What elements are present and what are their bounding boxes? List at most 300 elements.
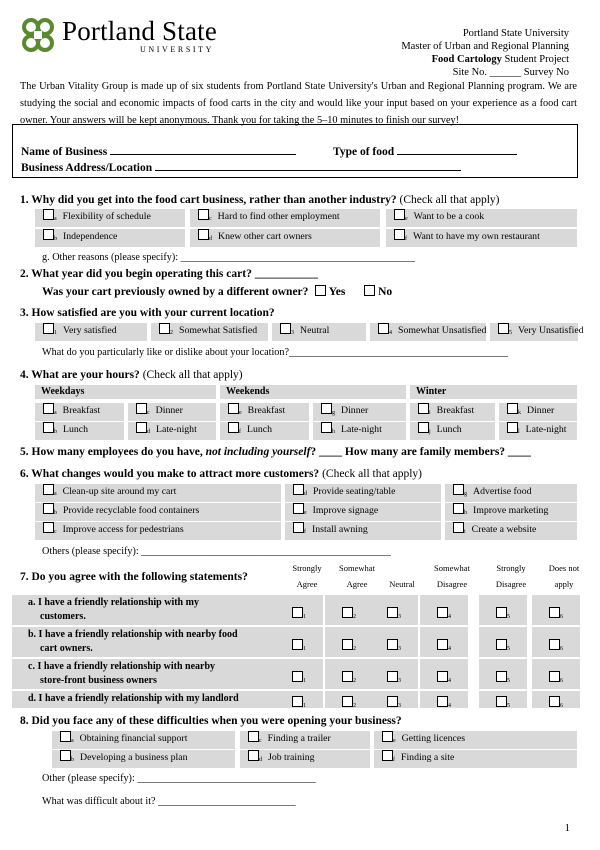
checkbox-icon[interactable] bbox=[43, 522, 54, 533]
q5-title: 5. How many employees do you have, not including yourself? ____ How many are family members? ____ bbox=[20, 446, 531, 458]
option-letter: 4 bbox=[389, 330, 392, 336]
rating-number: 3 bbox=[398, 703, 401, 709]
checkbox-icon[interactable] bbox=[549, 607, 560, 618]
option-label: Developing a business plan bbox=[80, 752, 188, 763]
option-label: Breakfast bbox=[247, 405, 286, 416]
option-content bbox=[499, 405, 554, 416]
food-type-field[interactable]: Type of food bbox=[333, 144, 517, 158]
option-label: Want to be a cook bbox=[413, 211, 485, 222]
checkbox-icon[interactable] bbox=[453, 503, 464, 514]
checkbox-icon[interactable] bbox=[293, 503, 304, 514]
q6-option[interactable] bbox=[35, 503, 281, 521]
rating-number: 5 bbox=[507, 678, 510, 684]
checkbox-icon[interactable] bbox=[453, 484, 464, 495]
rating-number: 4 bbox=[448, 614, 451, 620]
checkbox-icon[interactable] bbox=[280, 323, 291, 334]
option-letter: j bbox=[429, 429, 431, 435]
q7-rating-cell[interactable] bbox=[370, 627, 418, 657]
option-label: Provide recyclable food containers bbox=[63, 505, 200, 516]
rating-content bbox=[479, 668, 527, 686]
q7-rating-cell[interactable] bbox=[479, 627, 527, 657]
q2-title: 2. What year did you begin operating this cart? ___________ bbox=[20, 268, 318, 280]
option-content bbox=[151, 325, 257, 336]
checkbox-icon[interactable] bbox=[549, 696, 560, 707]
header-program: Master of Urban and Regional Planning bbox=[401, 41, 569, 52]
option-letter: 1 bbox=[54, 330, 57, 336]
statement-line2: customers. bbox=[40, 611, 86, 622]
rating-content bbox=[370, 693, 418, 711]
q7-rating-cell[interactable] bbox=[420, 595, 468, 625]
column-header-line2: apply bbox=[554, 579, 574, 589]
option-letter: e bbox=[393, 738, 396, 744]
option-label: Getting licences bbox=[401, 733, 466, 744]
option-letter: a bbox=[54, 491, 57, 497]
q2-yes-checkbox[interactable] bbox=[315, 285, 326, 296]
checkbox-icon[interactable] bbox=[43, 209, 54, 220]
rating-content bbox=[275, 668, 323, 686]
rating-number: 6 bbox=[560, 703, 563, 709]
checkbox-icon[interactable] bbox=[43, 323, 54, 334]
q4-group-weekdays: Weekdays bbox=[35, 385, 216, 399]
option-letter: k bbox=[518, 410, 521, 416]
rating-content bbox=[275, 693, 323, 711]
checkbox-icon[interactable] bbox=[453, 522, 464, 533]
option-label: Provide seating/table bbox=[313, 486, 396, 497]
q8-option[interactable] bbox=[52, 731, 235, 749]
column-header-line1: Strongly bbox=[292, 563, 322, 573]
option-letter: e bbox=[405, 216, 408, 222]
checkbox-icon[interactable] bbox=[342, 696, 353, 707]
q7-column-header bbox=[279, 560, 335, 592]
option-letter: b bbox=[54, 429, 57, 435]
option-letter: 5 bbox=[509, 330, 512, 336]
rating-number: 3 bbox=[398, 646, 401, 652]
checkbox-icon[interactable] bbox=[507, 403, 518, 414]
q7-rating-cell[interactable] bbox=[325, 627, 373, 657]
checkbox-icon[interactable] bbox=[43, 229, 54, 240]
q1-other-field[interactable]: g. Other reasons (please specify): ______________________________________________ bbox=[42, 252, 415, 263]
rating-number: 1 bbox=[303, 614, 306, 620]
rating-content bbox=[479, 693, 527, 711]
q4-option[interactable] bbox=[313, 422, 406, 440]
option-letter: e bbox=[239, 410, 242, 416]
option-content bbox=[374, 752, 454, 763]
option-letter: a bbox=[54, 410, 57, 416]
q7-rating-cell[interactable] bbox=[325, 659, 373, 689]
q7-rating-cell[interactable] bbox=[325, 691, 373, 708]
checkbox-icon[interactable] bbox=[228, 403, 239, 414]
option-content bbox=[35, 505, 199, 516]
checkbox-icon[interactable] bbox=[43, 503, 54, 514]
checkbox-icon[interactable] bbox=[292, 639, 303, 650]
column-header-line2: Neutral bbox=[389, 579, 415, 589]
checkbox-icon[interactable] bbox=[43, 403, 54, 414]
checkbox-icon[interactable] bbox=[292, 607, 303, 618]
checkbox-icon[interactable] bbox=[394, 229, 405, 240]
rating-number: 5 bbox=[507, 646, 510, 652]
q6-other-field[interactable]: Others (please specify): _________________________________________________ bbox=[42, 546, 391, 557]
checkbox-icon[interactable] bbox=[507, 422, 518, 433]
option-label: Dinner bbox=[527, 405, 555, 416]
option-label: Obtaining financial support bbox=[79, 733, 188, 744]
option-label: Want to have my own restaurant bbox=[413, 231, 540, 242]
option-content bbox=[35, 231, 117, 242]
option-content bbox=[285, 505, 378, 516]
q7-rating-cell[interactable] bbox=[420, 691, 468, 708]
option-letter: f bbox=[239, 429, 241, 435]
column-header-line1: Somewhat bbox=[339, 563, 375, 573]
q7-column-header bbox=[424, 560, 480, 592]
column-header-line1 bbox=[374, 560, 430, 576]
q7-statement bbox=[12, 627, 280, 657]
q4-option[interactable] bbox=[220, 422, 309, 440]
q7-rating-cell[interactable] bbox=[532, 595, 580, 625]
q4-option[interactable] bbox=[410, 403, 495, 421]
q1-option[interactable] bbox=[386, 229, 577, 247]
rating-content bbox=[479, 636, 527, 654]
option-letter: a bbox=[54, 216, 57, 222]
checkbox-icon[interactable] bbox=[321, 422, 332, 433]
statement-line1: d. I have a friendly relationship with my landlord bbox=[28, 693, 239, 704]
option-letter: c bbox=[54, 529, 57, 535]
checkbox-icon[interactable] bbox=[387, 639, 398, 650]
checkbox-icon[interactable] bbox=[387, 671, 398, 682]
q2-previous-owner: Was your cart previously owned by a different owner? Yes No bbox=[42, 286, 393, 298]
statement-line1: b. I have a friendly relationship with nearby food bbox=[28, 629, 238, 640]
header-university: Portland State University bbox=[462, 28, 569, 39]
rating-number: 5 bbox=[507, 614, 510, 620]
option-letter: f bbox=[393, 757, 395, 763]
q4-option[interactable] bbox=[35, 422, 124, 440]
q3-title: 3. How satisfied are you with your current location? bbox=[20, 307, 275, 319]
option-letter: f bbox=[405, 236, 407, 242]
option-content bbox=[240, 752, 315, 763]
q8-difficult-field[interactable]: What was difficult about it? ___________________________ bbox=[42, 796, 296, 807]
option-letter: h bbox=[332, 429, 335, 435]
checkbox-icon[interactable] bbox=[198, 209, 209, 220]
option-content bbox=[35, 486, 176, 497]
checkbox-icon[interactable] bbox=[437, 607, 448, 618]
option-label: Lunch bbox=[436, 424, 462, 435]
option-content bbox=[285, 524, 368, 535]
checkbox-icon[interactable] bbox=[228, 422, 239, 433]
q6-option[interactable] bbox=[445, 484, 577, 502]
checkbox-icon[interactable] bbox=[292, 696, 303, 707]
checkbox-icon[interactable] bbox=[248, 750, 259, 761]
q8-option[interactable] bbox=[374, 731, 577, 749]
option-letter: d bbox=[259, 757, 262, 763]
option-content bbox=[35, 325, 117, 336]
checkbox-icon[interactable] bbox=[437, 671, 448, 682]
checkbox-icon[interactable] bbox=[248, 731, 259, 742]
rating-content bbox=[370, 636, 418, 654]
q7-rating-cell[interactable] bbox=[532, 691, 580, 708]
rating-content bbox=[325, 604, 373, 622]
option-letter: d bbox=[147, 429, 150, 435]
option-label: Dinner bbox=[341, 405, 369, 416]
q6-option[interactable] bbox=[285, 484, 441, 502]
q7-rating-cell[interactable] bbox=[370, 659, 418, 689]
q7-rating-cell[interactable] bbox=[479, 691, 527, 708]
checkbox-icon[interactable] bbox=[136, 403, 147, 414]
q8-other-field[interactable]: Other (please specify): ___________________________________ bbox=[42, 773, 316, 784]
option-content bbox=[35, 405, 100, 416]
q4-option[interactable] bbox=[313, 403, 406, 421]
q8-option[interactable] bbox=[240, 750, 370, 768]
option-letter: f bbox=[304, 529, 306, 535]
rating-number: 3 bbox=[398, 614, 401, 620]
q8-option[interactable] bbox=[240, 731, 370, 749]
rating-number: 2 bbox=[353, 703, 356, 709]
rating-content bbox=[532, 668, 580, 686]
option-letter: a bbox=[71, 738, 74, 744]
option-letter: c bbox=[259, 738, 262, 744]
checkbox-icon[interactable] bbox=[342, 671, 353, 682]
business-address-field[interactable]: Business Address/Location bbox=[21, 160, 461, 174]
checkbox-icon[interactable] bbox=[437, 696, 448, 707]
option-letter: b bbox=[54, 236, 57, 242]
q4-option[interactable] bbox=[128, 403, 216, 421]
q3-followup-field[interactable]: What do you particularly like or dislike about your location?___________________________________________ bbox=[42, 347, 509, 358]
option-content bbox=[445, 524, 536, 535]
q6-option[interactable] bbox=[445, 522, 577, 540]
option-content bbox=[35, 524, 184, 535]
q7-rating-cell[interactable] bbox=[275, 627, 323, 657]
q3-option[interactable] bbox=[151, 323, 268, 341]
business-name-field[interactable]: Name of Business bbox=[21, 144, 296, 158]
option-content bbox=[128, 405, 183, 416]
q6-option[interactable] bbox=[285, 522, 441, 540]
checkbox-icon[interactable] bbox=[382, 750, 393, 761]
q7-column-header bbox=[483, 560, 539, 592]
q7-rating-cell[interactable] bbox=[420, 627, 468, 657]
column-header-line2: Agree bbox=[296, 579, 318, 589]
rating-number: 4 bbox=[448, 703, 451, 709]
checkbox-icon[interactable] bbox=[394, 209, 405, 220]
q3-option[interactable] bbox=[35, 323, 147, 341]
rating-content bbox=[370, 668, 418, 686]
checkbox-icon[interactable] bbox=[496, 639, 507, 650]
q6-option[interactable] bbox=[445, 503, 577, 521]
q7-rating-cell[interactable] bbox=[275, 595, 323, 625]
option-letter: i bbox=[464, 529, 466, 535]
option-content bbox=[285, 486, 395, 497]
q3-option[interactable] bbox=[272, 323, 366, 341]
checkbox-icon[interactable] bbox=[342, 639, 353, 650]
column-header-line1: Somewhat bbox=[434, 563, 470, 573]
option-letter: i bbox=[429, 410, 431, 416]
option-letter: b bbox=[71, 757, 74, 763]
q1-option[interactable] bbox=[35, 229, 185, 247]
option-label: Breakfast bbox=[62, 405, 101, 416]
checkbox-icon[interactable] bbox=[387, 696, 398, 707]
option-content bbox=[386, 211, 484, 222]
checkbox-icon[interactable] bbox=[382, 731, 393, 742]
option-label: Late-night bbox=[156, 424, 197, 435]
rating-number: 2 bbox=[353, 646, 356, 652]
header-site-survey: Site No. ______ Survey No bbox=[452, 67, 569, 78]
q7-rating-cell[interactable] bbox=[479, 595, 527, 625]
column-header-line2: Agree bbox=[346, 579, 368, 589]
page-number: 1 bbox=[564, 822, 570, 834]
option-letter: d bbox=[304, 491, 307, 497]
option-content bbox=[499, 424, 566, 435]
rating-content bbox=[420, 693, 468, 711]
q7-rating-cell[interactable] bbox=[275, 691, 323, 708]
checkbox-icon[interactable] bbox=[496, 696, 507, 707]
option-label: Breakfast bbox=[436, 405, 475, 416]
q6-option[interactable] bbox=[35, 522, 281, 540]
q4-option[interactable] bbox=[499, 403, 577, 421]
checkbox-icon[interactable] bbox=[43, 484, 54, 495]
rating-content bbox=[275, 604, 323, 622]
option-letter: 2 bbox=[170, 330, 173, 336]
checkbox-icon[interactable] bbox=[136, 422, 147, 433]
q7-rating-cell[interactable] bbox=[532, 659, 580, 689]
checkbox-icon[interactable] bbox=[292, 671, 303, 682]
rating-number: 2 bbox=[353, 678, 356, 684]
checkbox-icon[interactable] bbox=[60, 731, 71, 742]
header-project: Food Cartology Student Project bbox=[431, 54, 569, 65]
q1-option[interactable] bbox=[190, 229, 380, 247]
rating-content bbox=[532, 604, 580, 622]
option-label: Dinner bbox=[155, 405, 183, 416]
checkbox-icon[interactable] bbox=[549, 639, 560, 650]
option-label: Late-night bbox=[525, 424, 567, 435]
rating-content bbox=[370, 604, 418, 622]
option-content bbox=[52, 733, 187, 744]
q3-option[interactable] bbox=[490, 323, 584, 341]
option-content bbox=[313, 405, 368, 416]
column-header-line1: Does not bbox=[548, 563, 580, 573]
statement-line1: c. I have a friendly relationship with nearby bbox=[28, 661, 216, 672]
checkbox-icon[interactable] bbox=[43, 422, 54, 433]
rating-content bbox=[420, 604, 468, 622]
option-letter: e bbox=[304, 510, 307, 516]
rating-number: 4 bbox=[448, 646, 451, 652]
checkbox-icon[interactable] bbox=[418, 403, 429, 414]
q1-option[interactable] bbox=[35, 209, 185, 227]
option-label: Hard to find other employment bbox=[217, 211, 340, 222]
q4-title: 4. What are your hours? (Check all that apply) bbox=[20, 369, 243, 381]
q6-title: 6. What changes would you make to attract more customers? (Check all that apply) bbox=[20, 468, 423, 480]
q6-option[interactable] bbox=[285, 503, 441, 521]
option-content bbox=[190, 211, 340, 222]
checkbox-icon[interactable] bbox=[418, 422, 429, 433]
q7-rating-cell[interactable] bbox=[275, 659, 323, 689]
q4-option[interactable] bbox=[35, 403, 124, 421]
q2-no-checkbox[interactable] bbox=[364, 285, 375, 296]
checkbox-icon[interactable] bbox=[159, 323, 170, 334]
q4-option[interactable] bbox=[220, 403, 309, 421]
q7-rating-cell[interactable] bbox=[479, 659, 527, 689]
option-content bbox=[220, 405, 285, 416]
option-label: Job training bbox=[268, 752, 315, 763]
checkbox-icon[interactable] bbox=[342, 607, 353, 618]
q8-option[interactable] bbox=[52, 750, 235, 768]
option-letter: c bbox=[209, 216, 212, 222]
column-header-line2: Disagree bbox=[495, 579, 527, 589]
q7-rating-cell[interactable] bbox=[325, 595, 373, 625]
option-label: Lunch bbox=[247, 424, 273, 435]
q4-option[interactable] bbox=[410, 422, 495, 440]
option-label: Neutral bbox=[300, 325, 330, 336]
option-content bbox=[220, 424, 272, 435]
q4-option[interactable] bbox=[128, 422, 216, 440]
checkbox-icon[interactable] bbox=[378, 323, 389, 334]
q6-option[interactable] bbox=[35, 484, 281, 502]
option-label: Finding a trailer bbox=[267, 733, 331, 744]
checkbox-icon[interactable] bbox=[437, 639, 448, 650]
option-content bbox=[313, 424, 382, 435]
option-letter: d bbox=[209, 236, 212, 242]
q8-option[interactable] bbox=[374, 750, 577, 768]
option-letter: b bbox=[54, 510, 57, 516]
rating-content bbox=[325, 668, 373, 686]
checkbox-icon[interactable] bbox=[321, 403, 332, 414]
option-content bbox=[386, 231, 540, 242]
q4-group-weekends: Weekends bbox=[220, 385, 406, 399]
option-label: Improve signage bbox=[312, 505, 379, 516]
option-content bbox=[490, 325, 584, 336]
rating-number: 1 bbox=[303, 703, 306, 709]
checkbox-icon[interactable] bbox=[496, 607, 507, 618]
option-content bbox=[190, 231, 312, 242]
checkbox-icon[interactable] bbox=[549, 671, 560, 682]
option-content bbox=[52, 752, 187, 763]
business-info-box bbox=[12, 124, 578, 178]
rating-content bbox=[275, 636, 323, 654]
option-label: Advertise food bbox=[473, 486, 532, 497]
q7-column-header bbox=[374, 560, 430, 592]
option-content bbox=[128, 424, 197, 435]
q1-option[interactable] bbox=[190, 209, 380, 227]
rating-content bbox=[325, 693, 373, 711]
option-content bbox=[374, 733, 465, 744]
rating-content bbox=[479, 604, 527, 622]
checkbox-icon[interactable] bbox=[496, 671, 507, 682]
option-content bbox=[410, 424, 462, 435]
checkbox-icon[interactable] bbox=[293, 484, 304, 495]
q3-option[interactable] bbox=[370, 323, 486, 341]
q1-option[interactable] bbox=[386, 209, 577, 227]
rating-number: 5 bbox=[507, 703, 510, 709]
q7-rating-cell[interactable] bbox=[532, 627, 580, 657]
q7-rating-cell[interactable] bbox=[370, 691, 418, 708]
option-label: Install awning bbox=[312, 524, 368, 535]
option-content bbox=[445, 486, 532, 497]
option-label: Improve access for pedestrians bbox=[62, 524, 184, 535]
q7-rating-cell[interactable] bbox=[420, 659, 468, 689]
checkbox-icon[interactable] bbox=[498, 323, 509, 334]
option-letter: c bbox=[147, 410, 150, 416]
q8-title: 8. Did you face any of these difficulties when you were opening your business? bbox=[20, 715, 402, 727]
column-header-line1: Strongly bbox=[496, 563, 526, 573]
checkbox-icon[interactable] bbox=[387, 607, 398, 618]
checkbox-icon[interactable] bbox=[293, 522, 304, 533]
rating-content bbox=[532, 693, 580, 711]
option-label: Very satisfied bbox=[63, 325, 117, 336]
checkbox-icon[interactable] bbox=[198, 229, 209, 240]
option-letter: g bbox=[464, 491, 467, 497]
option-label: Lunch bbox=[63, 424, 89, 435]
option-letter: 3 bbox=[291, 330, 294, 336]
checkbox-icon[interactable] bbox=[60, 750, 71, 761]
option-content bbox=[240, 733, 331, 744]
q7-rating-cell[interactable] bbox=[370, 595, 418, 625]
q4-option[interactable] bbox=[499, 422, 577, 440]
option-label: Independence bbox=[63, 231, 118, 242]
